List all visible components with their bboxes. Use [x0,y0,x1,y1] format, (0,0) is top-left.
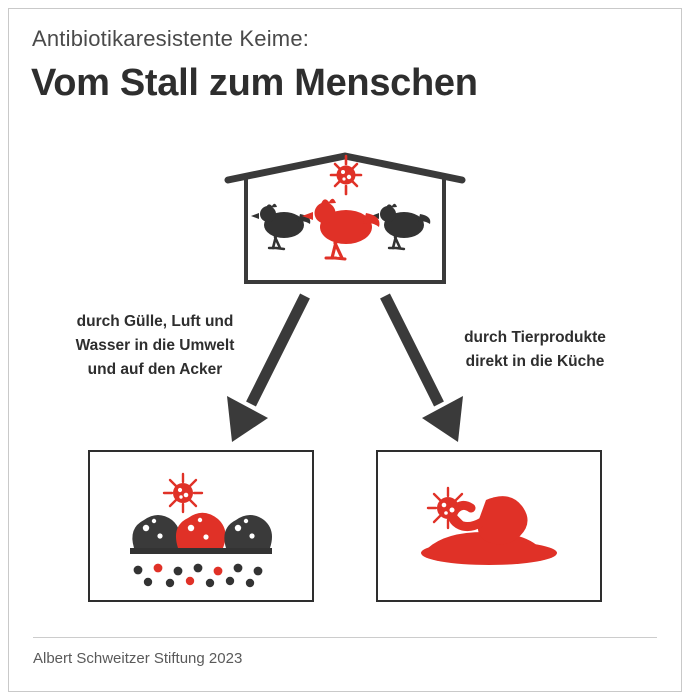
footer-divider [33,637,657,638]
soil-clod-left [132,515,180,548]
label-right-line-1: durch Tierprodukte [464,329,606,346]
illustration-box-meat [376,450,602,602]
illustration-box-soil [88,450,314,602]
germ-particles [134,564,263,588]
germ-icon [428,488,468,528]
soil-clod-infected [176,513,226,548]
kicker-text: Antibiotikaresistente Keime: [32,26,310,51]
germ-icon [164,474,202,512]
soil-clod-right [224,515,272,548]
barn-with-chickens [224,152,466,287]
label-right-line-2: direkt in die Küche [465,353,605,371]
label-left-path [40,310,270,382]
label-left-line-2: Wasser in die Umwelt [75,337,235,355]
label-right-path [420,326,650,374]
page-title: Vom Stall zum Menschen [31,62,478,104]
footer-credit: Albert Schweitzer Stiftung 2023 [33,650,243,667]
label-left-line-1: durch Gülle, Luft und [76,313,234,330]
label-left-line-3: und auf den Acker [87,361,223,379]
